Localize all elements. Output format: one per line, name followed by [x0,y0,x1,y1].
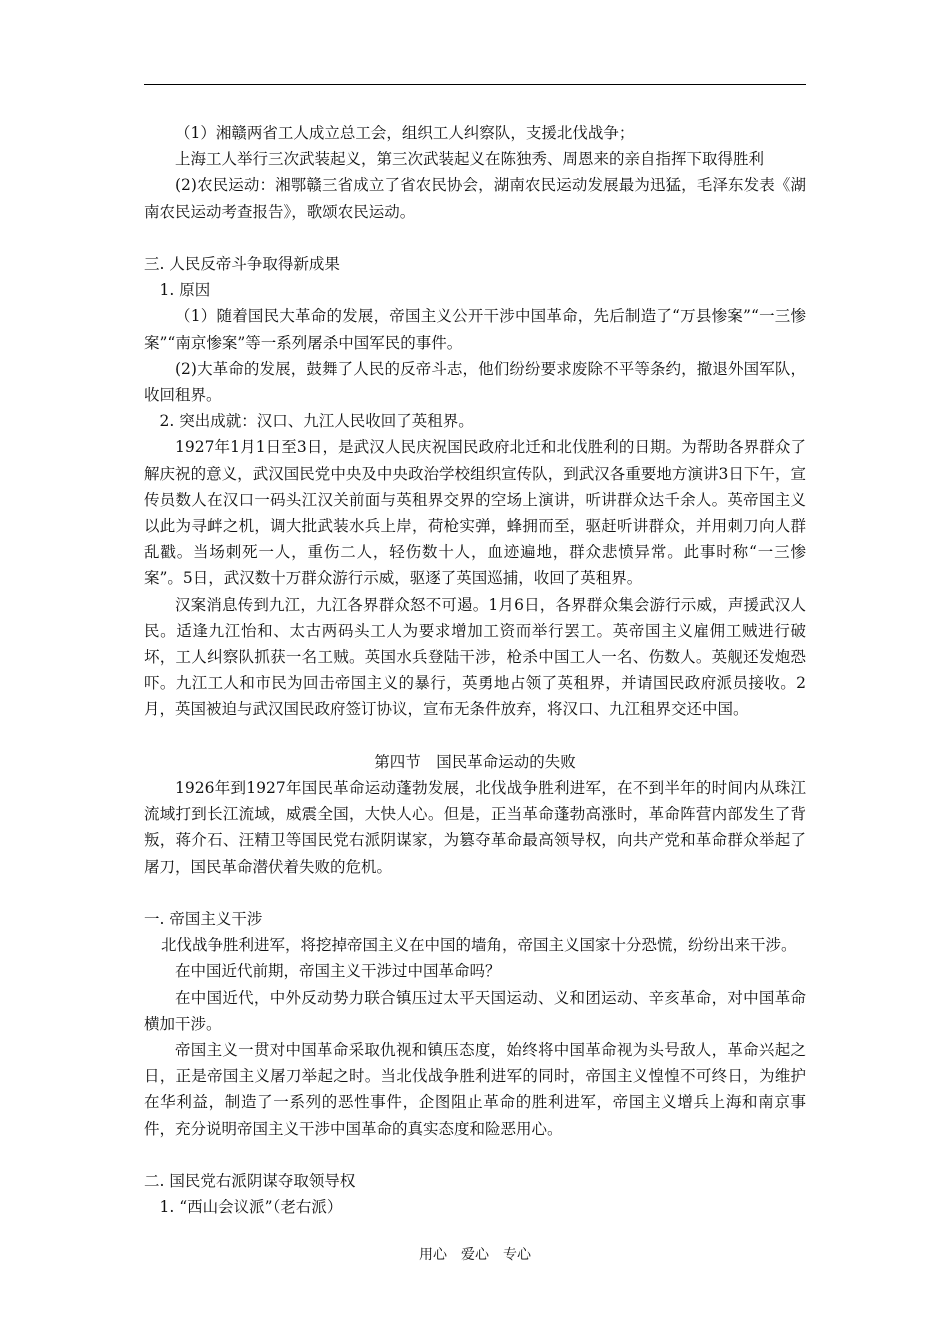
section-heading: 二. 国民党右派阴谋夺取领导权 [144,1172,356,1191]
section-title: 第四节 国民革命运动的失败 [374,752,576,771]
paragraph: 在中国近代前期，帝国主义干涉过中国革命吗？ [175,962,501,981]
paragraph: 汉案消息传到九江，九江各界群众怒不可遏。1月6日，各界群众集会游行示威，声援武汉人民。适逢九江怡和、太古两码头工人为要求增加工资而举行罢工。英帝国主义雇佣工贼进行破坏，工人纠察队抓获一名工贼。英国水兵登陆干涉，枪杀中国工人一名、伤数人。英舰还发炮恐吓。九江工人和市民为回击帝国主义的暴行，英勇地占领了英租界，并请国民政府派员接收。2月，英国被迫与武汉国民政府签订协议，宣布无条件放弃，将汉口、九江租界交还中国。 [144,595,806,719]
paragraph: 在中国近代，中外反动势力联合镇压过太平天国运动、义和团运动、辛亥革命，对中国革命横加干涉。 [144,988,806,1033]
paragraph: 帝国主义一贯对中国革命采取仇视和镇压态度，始终将中国革命视为头号敌人，革命兴起之日，正是帝国主义屠刀举起之时。当北伐战争胜利进军的同时，帝国主义惶惶不可终日，为维护在华利益，制造了一系列的恶性事件，企图阻止革命的胜利进军，帝国主义增兵上海和南京事件，充分说明帝国主义干涉中国革命的真实态度和险恶用心。 [144,1041,806,1138]
paragraph: 1926年到1927年国民革命运动蓬勃发展，北伐战争胜利进军，在不到半年的时间内从珠江流域打到长江流域，威震全国，大快人心。但是，正当革命蓬勃高涨时，革命阵营内部发生了背叛，蒋介石、汪精卫等国民党右派阴谋家，为篡夺革命最高领导权，向共产党和革命群众举起了屠刀，国民革命潜伏着失败的危机。 [144,779,806,876]
section-heading: 一. 帝国主义干涉 [144,910,263,929]
paragraph: (2)大革命的发展，鼓舞了人民的反帝斗志，他们纷纷要求废除不平等条约，撤退外国军队，收回租界。 [144,359,806,405]
paragraph: （1）随着国民大革命的发展，帝国主义公开干涉中国革命，先后制造了“万县惨案”“一三惨案”“南京惨案”等一系列屠杀中国军民的事件。 [144,307,806,352]
paragraph: 北伐战争胜利进军，将挖掉帝国主义在中国的墙角，帝国主义国家十分恐慌，纷纷出来干涉。 [161,936,797,955]
document-body [144,120,806,1220]
paragraph: 上海工人举行三次武装起义，第三次武装起义在陈独秀、周恩来的亲自指挥下取得胜利 [175,150,765,169]
header-rule [144,84,806,85]
section-heading: 三. 人民反帝斗争取得新成果 [144,255,340,273]
page-footer: 用心 爱心 专心 [419,1247,531,1263]
subheading: 1. “西山会议派”（老右派） [159,1198,343,1217]
subheading: 1. 原因 [159,281,211,300]
subheading: 2. 突出成就：汉口、九江人民收回了英租界。 [159,412,474,431]
paragraph: (2)农民运动：湘鄂赣三省成立了省农民协会，湖南农民运动发展最为迅猛，毛泽东发表《湖南农民运动考查报告》，歌颂农民运动。 [144,176,806,221]
paragraph: （1）湘赣两省工人成立总工会，组织工人纠察队，支援北伐战争； [175,124,635,142]
paragraph: 1927年1月1日至3日，是武汉人民庆祝国民政府北迁和北伐胜利的日期。为帮助各界群众了解庆祝的意义，武汉国民党中央及中央政治学校组织宣传队，到武汉各重要地方演讲3日下午，宣传员数人在汉口一码头江汉关前面与英租界交界的空场上演讲，听讲群众达千余人。英帝国主义以此为寻衅之机，调大批武装水兵上岸，荷枪实弹，蜂拥而至，驱赶听讲群众，并用刺刀向人群乱戳。当场刺死一人，重伤二人，轻伤数十人，血迹遍地，群众悲愤异常。此事时称“一三惨案”。5日，武汉数十万群众游行示威，驱逐了英国巡捕，收回了英租界。 [144,438,806,588]
